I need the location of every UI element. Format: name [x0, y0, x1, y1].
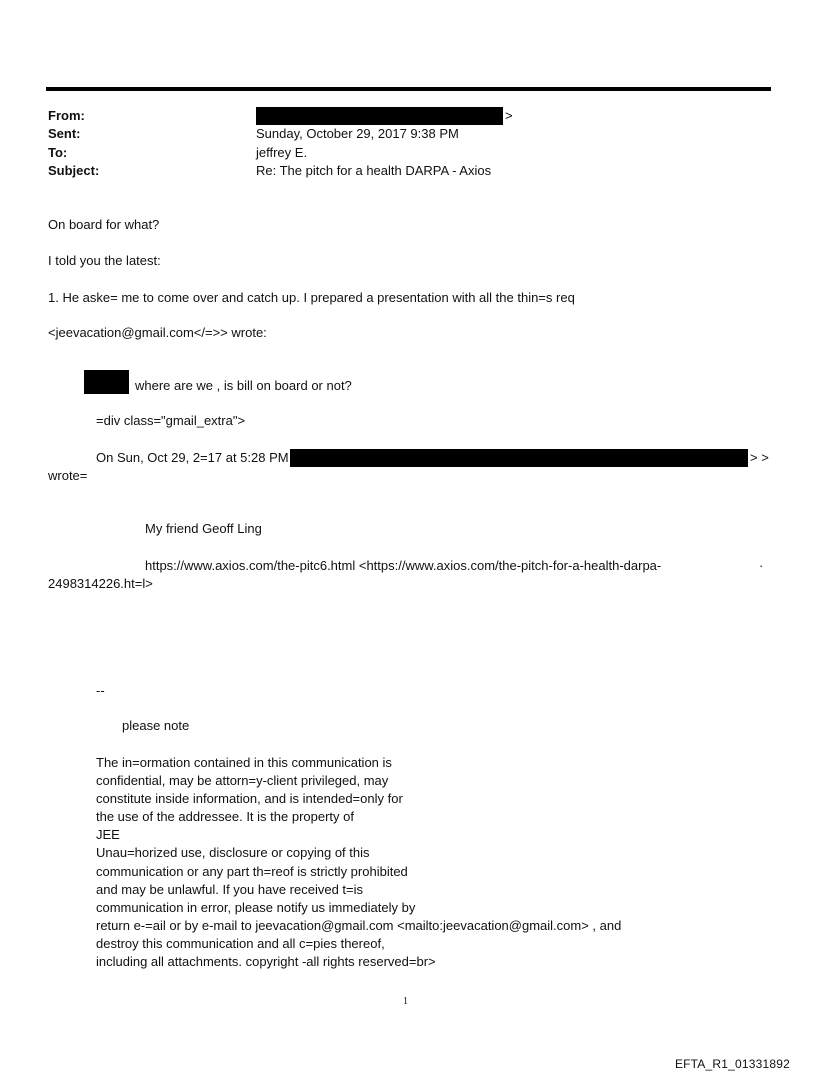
from-label: From:	[48, 108, 85, 123]
to-value: jeffrey E.	[256, 145, 308, 160]
notice-line: Unau=horized use, disclosure or copying of this	[96, 845, 370, 861]
body-line-4: <jeevacation@gmail.com</=>> wrote:	[48, 325, 267, 340]
notice-line: destroy this communication and all c=pies thereof,	[96, 935, 385, 951]
signature-dashes: --	[96, 683, 105, 698]
page-number: 1	[403, 996, 408, 1007]
quote-line-2: =div class="gmail_extra">	[96, 413, 246, 428]
notice-line: The in=ormation contained in this communication is	[96, 755, 392, 770]
subject-value: Re: The pitch for a health DARPA - Axios	[256, 163, 492, 178]
body-line-3: 1. He aske= me to come over and catch up. I prepared a presentation with all the thin=s req	[48, 290, 575, 305]
body-line-1: On board for what?	[48, 217, 160, 232]
from-suffix: >	[505, 108, 513, 123]
friend-line: My friend Geoff Ling	[145, 521, 262, 536]
please-note: please note	[122, 718, 190, 733]
notice-line: including all attachments. copyright -all rights reserved=br>	[96, 954, 436, 970]
sent-label: Sent:	[48, 126, 81, 141]
quote-line-3-cont: wrote=	[48, 468, 88, 483]
redacted-sender	[256, 107, 503, 125]
sent-value: Sunday, October 29, 2017 9:38 PM	[256, 126, 459, 141]
quote-line-3-suffix: > >	[750, 450, 769, 465]
subject-label: Subject:	[48, 163, 100, 178]
redacted-email	[290, 449, 748, 467]
notice-line: constitute inside information, and is intended=only for	[96, 791, 403, 807]
notice-line: return e-=ail or by e-mail to jeevacation@gmail.com <mailto:jeevacation@gmail.com> , and	[96, 917, 622, 933]
axios-link-cont[interactable]: 2498314226.ht=l>	[48, 576, 153, 591]
notice-line: communication in error, please notify us immediately by	[96, 899, 416, 915]
axios-link[interactable]: https://www.axios.com/the-pitc6.html <https://www.axios.com/the-pitch-for-a-health-darpa-	[145, 558, 662, 573]
to-label: To:	[48, 145, 68, 160]
notice-line: confidential, may be attorn=y-client privileged, may	[96, 773, 389, 789]
notice-line: communication or any part th=reof is strictly prohibited	[96, 863, 408, 879]
body-line-2: I told you the latest:	[48, 253, 161, 268]
header-rule	[46, 87, 771, 91]
redacted-name	[84, 370, 129, 394]
notice-line: the use of the addressee. It is the property of	[96, 809, 354, 825]
quote-line-1: where are we , is bill on board or not?	[135, 378, 352, 393]
link-dot: ·	[759, 558, 764, 573]
notice-line: and may be unlawful. If you have received t=is	[96, 881, 364, 897]
bates-number: EFTA_R1_01331892	[674, 1057, 790, 1071]
confidentiality-notice	[96, 754, 621, 971]
quote-line-3: On Sun, Oct 29, 2=17 at 5:28 PM	[96, 450, 289, 465]
notice-line: JEE	[96, 827, 120, 843]
